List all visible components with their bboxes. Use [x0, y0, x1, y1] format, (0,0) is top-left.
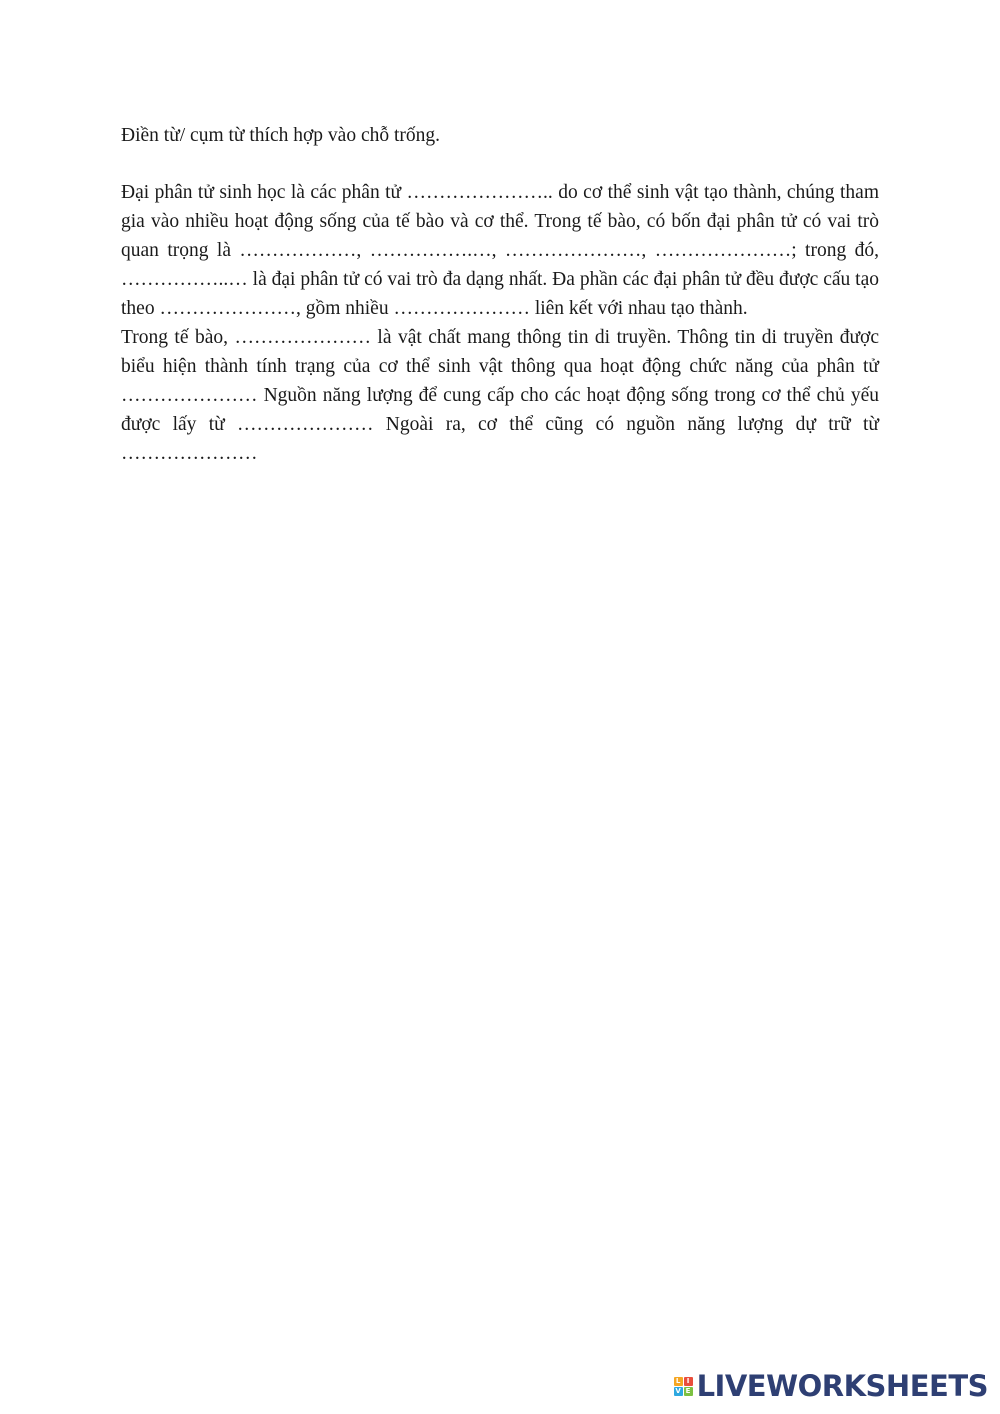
paragraph-genetic-energy: Trong tế bào, ………………… là vật chất mang thông tin di truyền. Thông tin di truyền được biểu hiện thành tính trạng của cơ thể sinh vật thông qua hoạt động chức năng của phân tử ………………… Nguồn năng lượng để cung cấp cho các hoạt động sống trong cơ thể chủ yếu được lấy từ ………………… Ngoài ra, cơ thể cũng có nguồn năng lượng dự trữ từ ………………… [121, 327, 879, 464]
logo-letter-e: E [684, 1387, 693, 1396]
liveworksheets-logo-text: LIVEWORKSHEETS [696, 1369, 988, 1403]
worksheet-body [121, 178, 879, 468]
logo-letter-l: L [674, 1377, 683, 1386]
logo-letter-v: V [675, 1386, 681, 1395]
paragraph-macromolecules: Đại phân tử sinh học là các phân tử ………………….. do cơ thể sinh vật tạo thành, chúng tham gia vào nhiều hoạt động sống của tế bào và cơ thể. Trong tế bào, có bốn đại phân tử có vai trò quan trọng là ………………, …………….…, …………………, …………………; trong đó, ……………..… là đại phân tử có vai trò đa dạng nhất. Đa phần các đại phân tử đều được cấu tạo theo …………………, gồm nhiều ………………… liên kết với nhau tạo thành. [121, 182, 879, 319]
liveworksheets-logo[interactable] [674, 1368, 988, 1404]
logo-letter-i: I [684, 1377, 693, 1386]
instruction-text: Điền từ/ cụm từ thích hợp vào chỗ trống. [121, 125, 441, 146]
liveworksheets-logo-icon [674, 1377, 693, 1396]
